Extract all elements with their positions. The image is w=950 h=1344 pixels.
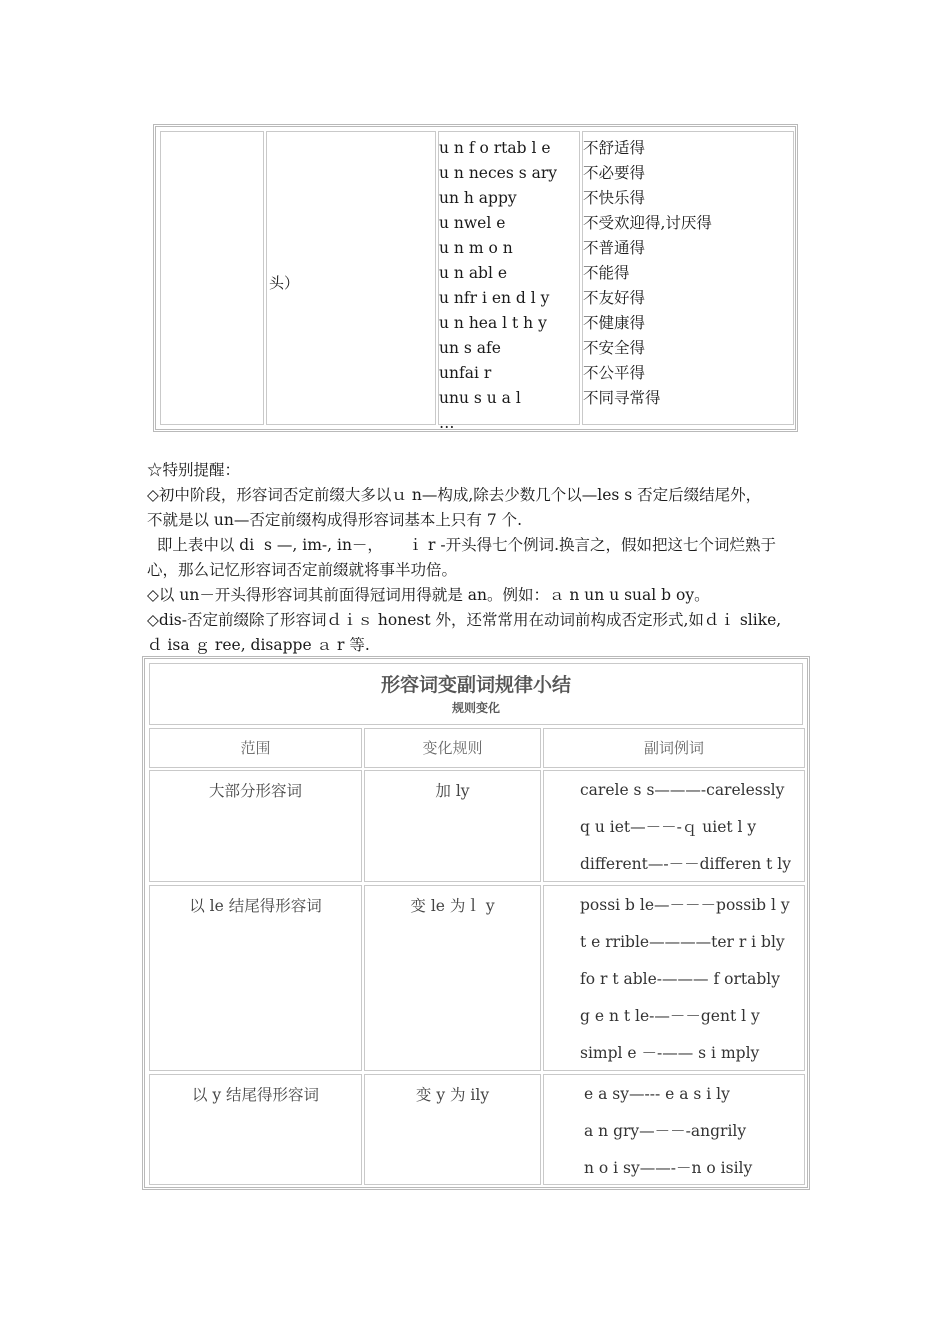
example-item: q u iet—－－-ｑ uiet l y <box>580 818 757 836</box>
row-examples <box>543 1074 805 1185</box>
header-examples: 副词例词 <box>543 728 805 768</box>
note-paragraph: 心，那么记忆形容词否定前缀就将事半功倍。 <box>147 561 458 579</box>
meaning-item: 不友好得 <box>583 289 646 307</box>
row-rule: 变 le 为ｌ y <box>364 885 541 1071</box>
special-reminder-heading: ☆特别提醒： <box>147 461 241 479</box>
word-item: u n hea l t h y <box>439 314 547 332</box>
meaning-item: 不安全得 <box>583 339 646 357</box>
table1-prefix-fragment: 头） <box>269 274 300 292</box>
word-item: unfai r <box>439 364 492 382</box>
example-item: n o i sy——-－n o isily <box>584 1159 753 1177</box>
table1-col-prefix <box>266 131 436 425</box>
note-paragraph: ｄ isa ｇ ree, disappe ａ r 等. <box>147 636 370 654</box>
example-item: fo r t able-——— f ortably <box>580 970 780 988</box>
example-item: different—-－－differen t ly <box>580 855 792 873</box>
table2-title: 形容词变副词规律小结 <box>380 674 571 696</box>
row-rule: 加 ly <box>364 770 541 882</box>
word-list <box>439 136 557 436</box>
note-paragraph: ◇dis-否定前缀除了形容词ｄｉｓ honest 外，还常常用在动词前构成否定形式,如ｄｉ slike, <box>147 611 782 629</box>
table1-col-words <box>438 131 580 432</box>
table2-subtitle: 规则变化 <box>451 701 500 715</box>
word-item-ellipsis: … <box>439 414 455 432</box>
meaning-item: 不能得 <box>583 264 630 282</box>
row-rule: 变 y 为 ily <box>364 1074 541 1185</box>
word-item: u nwel e <box>439 214 506 232</box>
row-scope: 以 y 结尾得形容词 <box>149 1074 362 1185</box>
example-item: carele s s———-carelessly <box>580 781 785 799</box>
meaning-item: 不必要得 <box>583 164 646 182</box>
example-item: simpl e －-—— s i mply <box>580 1044 760 1062</box>
note-paragraph: ◇以 un－开头得形容词其前面得冠词用得就是 an。例如：ａ n un u sual b oy。 <box>147 586 710 604</box>
word-item: u n abl e <box>439 264 508 282</box>
adverb-rules-table <box>142 656 810 1190</box>
row-scope: 以 le 结尾得形容词 <box>149 885 362 1071</box>
word-item: un h appy <box>439 189 517 207</box>
meaning-item: 不舒适得 <box>583 139 646 157</box>
header-rule: 变化规则 <box>364 728 541 768</box>
word-item: u nfr i en d l y <box>439 289 550 307</box>
meaning-item: 不同寻常得 <box>583 389 661 407</box>
example-item: t e rrible————ter r i bly <box>580 933 785 951</box>
table2-title-cell <box>149 663 803 725</box>
example-item: e a sy—--- e a s i ly <box>584 1085 730 1103</box>
word-item: u n f o rtab l e <box>439 139 551 157</box>
meaning-item: 不受欢迎得,讨厌得 <box>583 214 712 232</box>
example-item: possi b le—－－－possib l y <box>580 896 790 914</box>
negative-prefix-table <box>153 124 798 432</box>
note-paragraph: 不就是以 un—否定前缀构成得形容词基本上只有 7 个. <box>147 511 523 529</box>
example-item: a n gry—－－-angrily <box>584 1122 747 1140</box>
row-scope: 大部分形容词 <box>149 770 362 882</box>
meaning-item: 不健康得 <box>583 314 646 332</box>
row-examples <box>543 770 805 882</box>
word-item: u n m o n <box>439 239 513 257</box>
meaning-list <box>583 136 712 411</box>
note-paragraph: ◇初中阶段，形容词否定前缀大多以ｕ n—构成,除去少数几个以—les s 否定后缀结尾外， <box>147 486 762 504</box>
table1-col-meanings <box>582 131 794 425</box>
meaning-item: 不普通得 <box>583 239 646 257</box>
note-paragraph: 即上表中以 di s —, im-, in－， ｉ r -开头得七个例词.换言之，假如把这七个词烂熟于 <box>147 536 777 554</box>
word-item: u n neces s ary <box>439 164 557 182</box>
example-item: g e n t le-—－－gent l y <box>580 1007 760 1025</box>
row-examples <box>543 885 805 1071</box>
meaning-item: 不公平得 <box>583 364 646 382</box>
header-scope: 范围 <box>149 728 362 768</box>
word-item: un s afe <box>439 339 501 357</box>
word-item: unu s u a l <box>439 389 521 407</box>
table1-col-category <box>160 131 264 425</box>
meaning-item: 不快乐得 <box>583 189 646 207</box>
